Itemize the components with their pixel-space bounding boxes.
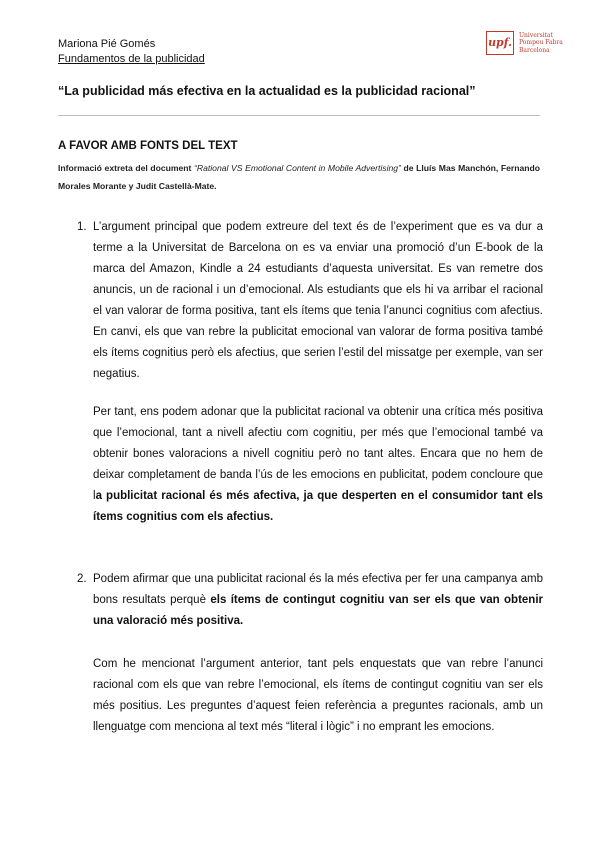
source-authors: de Lluís Mas Manchón, Fernando Morales Morante y Judit Castellà-Mate. — [58, 163, 540, 191]
section-heading: A FAVOR AMB FONTS DEL TEXT — [58, 140, 238, 152]
author-name: Mariona Pié Gomés — [58, 38, 156, 50]
statement-text: Podem afirmar que una publicitat racional és la més efectiva per fer una campanya amb bons resultats perquè — [93, 573, 543, 606]
argument-1-paragraph: L’argument principal que podem extreure del text és de l’experiment que es va dur a terme a la Universitat de Barcelona on es va enviar una promoció d’un E-book de la marca del Amazon, Kindle a 24 estudiants d’aquesta universitat. Es van remetre dos anuncis, un de racional i un d’emocional. Als estudiants que els hi va arribar el racional el van valorar de forma positiva, tant els ítems que tenia l’anunci cognitius com afectius. En canvi, els que van rebre la publicitat emocional van valorar de forma positiva també els ítems cognitius però els afectius, que serien l’estil del missatge per exemple, van ser negatius. — [93, 221, 543, 380]
argument-2-statement — [93, 569, 543, 632]
university-name-line: Universitat — [519, 32, 554, 39]
source-document-title: “Rational VS Emotional Content in Mobile Advertising” — [194, 163, 401, 173]
argument-2-paragraph: Com he mencionat l’argument anterior, tant pels enquestats que van rebre l’anunci racional com els que van rebre l’emocional, els ítems de contingut cognitiu van ser els més positius. Les preguntes d’aquest feien referència a preguntes racionals, amb un llenguatge com menciona al text més “literal i lògic” i no emprant les emocions. — [93, 658, 543, 733]
conclusion-text: Per tant, ens podem adonar que la publicitat racional va obtenir una crítica més positiva que l’emocional, tant a nivell afectiu com cognitiu, per més que l’emocional també va obtenir bones valoracions a nivell cognitiu però no tant altes. Encara que no hem de deixar completament de banda l’ús de les emocions en publicitat, podem concloure que l — [93, 406, 543, 502]
university-name — [519, 32, 563, 54]
source-prefix: Informació extreta del document — [58, 163, 192, 173]
document-title: “La publicidad más efectiva en la actualidad es la publicidad racional” — [58, 84, 476, 98]
course-name: Fundamentos de la publicidad — [58, 53, 205, 65]
argument-1-conclusion — [93, 402, 543, 528]
upf-logo-mark: upf. — [486, 31, 514, 55]
university-logo — [486, 31, 563, 57]
list-number: 1. — [77, 221, 87, 233]
university-name-line: Barcelona — [519, 46, 550, 54]
title-divider — [58, 115, 540, 116]
conclusion-emphasis: a publicitat racional és més afectiva, ja que desperten en el consumidor tant els ítems cognitius com els afectius. — [93, 490, 543, 523]
source-citation — [58, 159, 540, 195]
statement-emphasis: els ítems de contingut cognitiu van ser els que van obtenir una valoració més positiva. — [93, 594, 543, 627]
list-number: 2. — [77, 573, 87, 585]
university-name-line: Pompeu Fabra — [519, 39, 563, 47]
